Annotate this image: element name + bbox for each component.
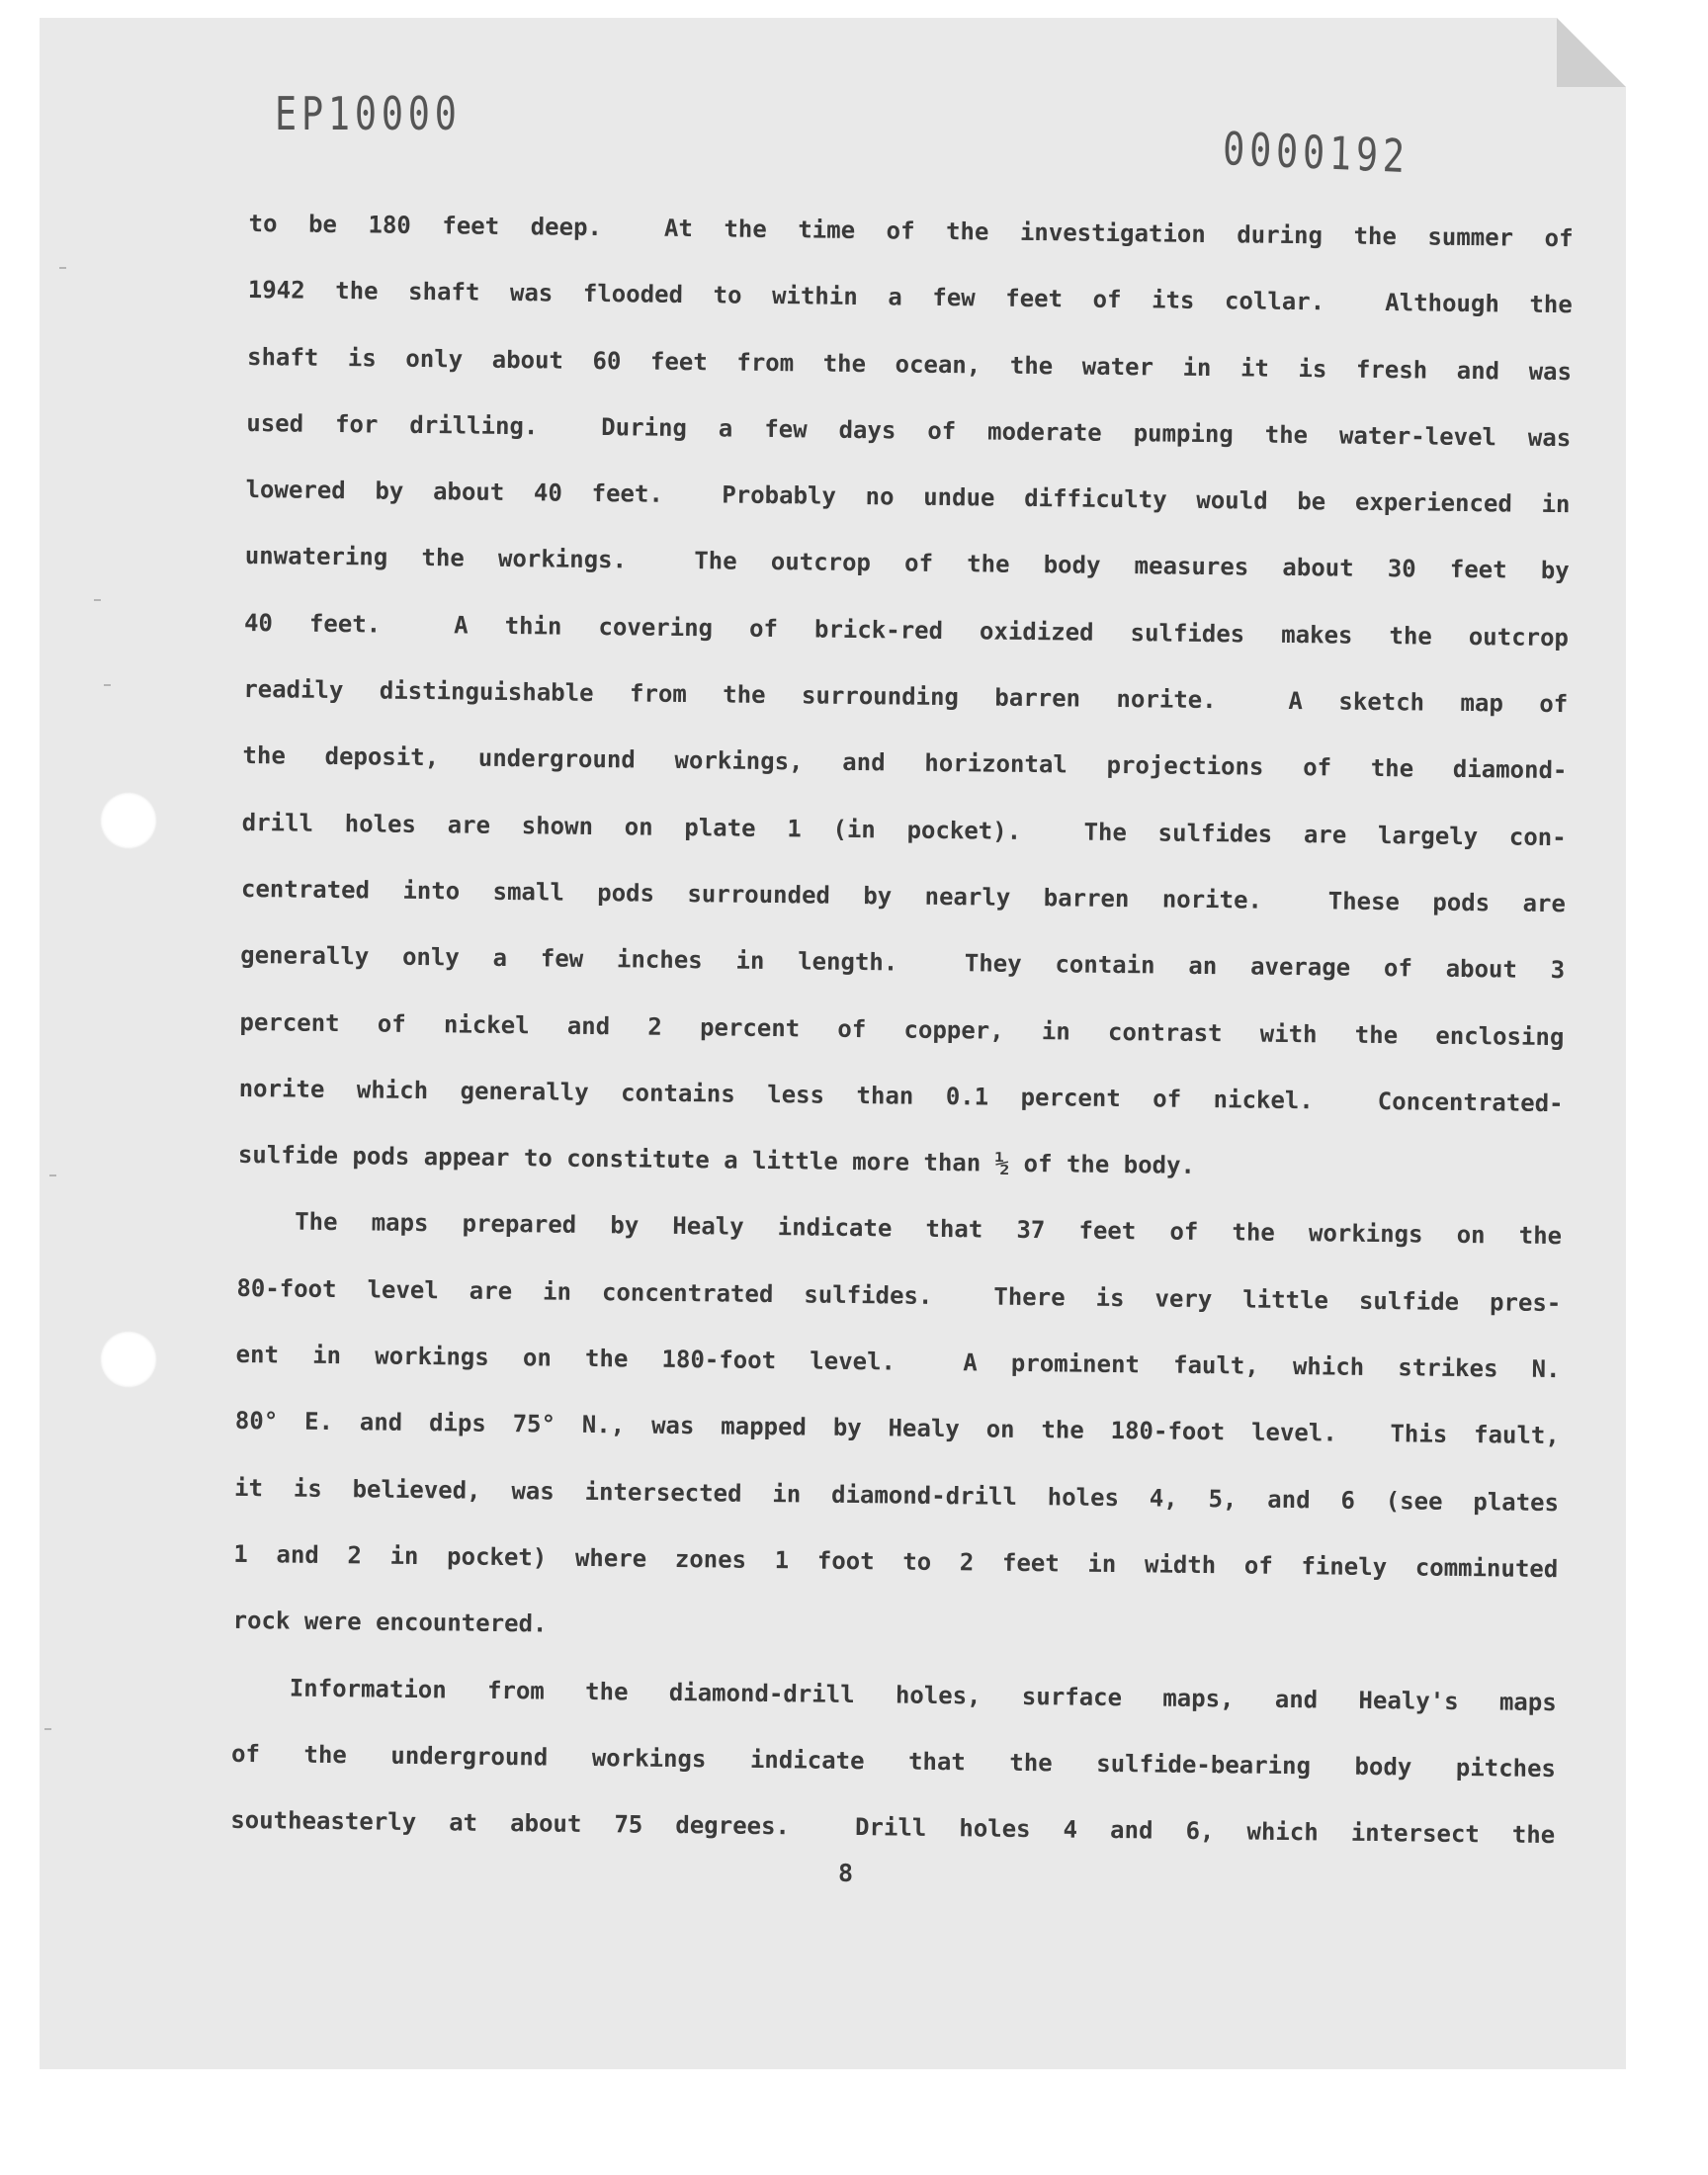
document-id-stamp: EP10000: [275, 87, 462, 140]
text-line: southeasterly at about 75 degrees. Drill holes 4 and 6, which intersect the: [230, 1806, 1556, 1850]
text-line: 80° E. and dips 75° N., was mapped by Healy on the 180-foot level. This fault,: [234, 1407, 1560, 1450]
text-line: norite which generally contains less than 0.1 percent of nickel. Concentrated-: [238, 1074, 1564, 1118]
text-line: ent in workings on the 180-foot level. A prominent fault, which strikes N.: [235, 1340, 1561, 1384]
text-line: used for drilling. During a few days of moderate pumping the water-level was: [246, 408, 1572, 453]
text-line: rock were encountered.: [232, 1607, 548, 1638]
scan-speck: [59, 267, 66, 269]
paragraph: [230, 1654, 1557, 1869]
text-line: shaft is only about 60 feet from the ocean, the water in it is fresh and was: [246, 342, 1573, 386]
scan-speck: [44, 1728, 51, 1730]
text-line: 80-foot level are in concentrated sulfides. There is very little sulfide pres-: [236, 1273, 1562, 1317]
text-line: sulfide pods appear to constitute a little more than ½ of the body.: [237, 1141, 1196, 1180]
text-line: percent of nickel and 2 percent of copper, in contrast with the enclosing: [239, 1007, 1565, 1051]
text-line: centrated into small pods surrounded by nearly barren norite. These pods are: [240, 874, 1567, 918]
text-line: to be 180 feet deep. At the time of the investigation during the summer of: [248, 209, 1574, 253]
text-line: unwatering the workings. The outcrop of the body measures about 30 feet by: [244, 542, 1570, 585]
text-line: it is believed, was intersected in diamond-drill holes 4, 5, and 6 (see plates: [233, 1473, 1560, 1517]
text-line: 1 and 2 in pocket) where zones 1 foot to 2 feet in width of finely comminuted: [233, 1539, 1559, 1584]
folded-corner: [1557, 18, 1626, 87]
text-line: Information from the diamond-drill holes, surface maps, and Healy's maps: [289, 1674, 1557, 1716]
text-line: drill holes are shown on plate 1 (in pocket). The sulfides are largely con-: [241, 808, 1567, 851]
text-line: 40 feet. A thin covering of brick-red oxidized sulfides makes the outcrop: [243, 608, 1570, 652]
paragraph: [238, 191, 1574, 1204]
document-page: [40, 18, 1626, 2069]
page-id-stamp: 0000192: [1222, 122, 1410, 184]
text-line: The maps prepared by Healy indicate that 37 feet of the workings on the: [295, 1208, 1563, 1251]
scan-speck: [49, 1174, 56, 1176]
text-line: 1942 the shaft was flooded to within a few feet of its collar. Although the: [247, 276, 1573, 319]
text-line: readily distinguishable from the surrounding barren norite. A sketch map of: [243, 675, 1569, 719]
scan-speck: [94, 599, 101, 601]
page-number: 8: [838, 1859, 854, 1887]
punch-hole-lower: [100, 1331, 157, 1388]
body-text: [230, 191, 1574, 1870]
text-line: of the underground workings indicate that the sulfide-bearing body pitches: [230, 1739, 1557, 1783]
paragraph: [232, 1188, 1562, 1669]
scan-speck: [104, 684, 111, 686]
text-line: lowered by about 40 feet. Probably no undue difficulty would be experienced in: [245, 476, 1571, 519]
text-line: generally only a few inches in length. They contain an average of about 3: [240, 941, 1566, 985]
text-line: the deposit, underground workings, and horizontal projections of the diamond-: [242, 741, 1568, 785]
punch-hole-upper: [100, 792, 157, 849]
